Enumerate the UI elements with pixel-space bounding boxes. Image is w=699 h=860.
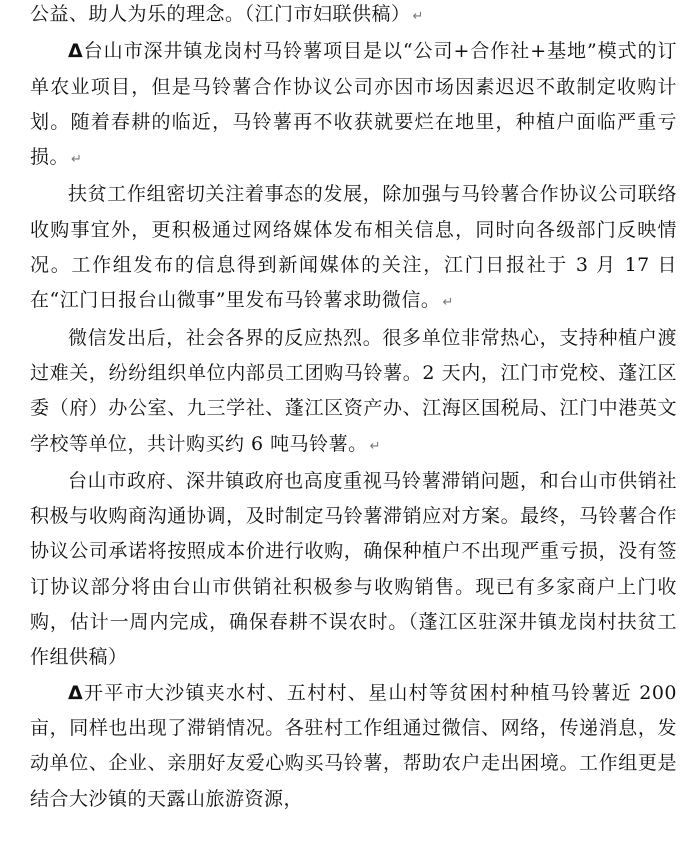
paragraph-government-action: [30, 464, 677, 676]
paragraph-text: 微信发出后，社会各界的反应热烈。很多单位非常热心，支持种植户渡过难关，纷纷组织单位内部员工团购马铃薯。2 天内，江门市党校、蓬江区委（府）办公室、九三学社、蓬江区资产办、江海区国税局、江门中港英文学校等单位，共计购买约 6 吨马铃薯。: [30, 326, 677, 455]
paragraph-text: 台山市深井镇龙岗村马铃薯项目是以“公司+合作社+基地”模式的订单农业项目，但是马铃薯合作协议公司亦因市场因素迟迟不敢制定收购计划。随着春耕的临近，马铃薯再不收获就要烂在地里，种植户面临严重亏损。: [30, 40, 677, 169]
delta-marker: Δ: [68, 40, 84, 63]
delta-marker: Δ: [68, 681, 84, 704]
paragraph-wechat-response: [30, 321, 677, 464]
paragraph-text: 开平市大沙镇夹水村、五村村、星山村等贫困村种植马铃薯近 200 亩，同样也出现了滞销情况。各驻村工作组通过微信、网络，传递消息，发动单位、企业、亲朋好友爱心购买马铃薯，帮助农户走出困境。工作组更是结合大沙镇的天露山旅游资源，: [30, 681, 677, 810]
paragraph-text: 台山市政府、深井镇政府也高度重视马铃薯滞销问题，和台山市供销社积极与收购商沟通协调，及时制定马铃薯滞销应对方案。最终，马铃薯合作协议公司承诺将按照成本价进行收购，确保种植户不出现严重亏损，没有签订协议部分将由台山市供销社积极参与收购销售。现已有多家商户上门收购，估计一周内完成，确保春耕不误农时。（蓬江区驻深井镇龙岗村扶贫工作组供稿）: [30, 469, 677, 669]
paragraph-work-group: [30, 177, 677, 320]
paragraph-return-mark: ↵: [369, 438, 382, 454]
paragraph-text: 扶贫工作组密切关注着事态的发展，除加强与马铃薯合作协议公司联络收购事宜外，更积极通过网络媒体发布相关信息，同时向各级部门反映情况。工作组发布的信息得到新闻媒体的关注，江门日报社于 3 月 17 日在“江门日报台山微事”里发布马铃薯求助微信。: [30, 183, 677, 312]
paragraph-return-mark: ↵: [442, 295, 454, 311]
paragraph-return-mark: ↵: [71, 152, 83, 168]
paragraph-return-mark: ↵: [412, 9, 424, 24]
paragraph-fulian-end: [30, 0, 677, 34]
paragraph-text: 公益、助人为乐的理念。（江门市妇联供稿）: [30, 3, 411, 25]
paragraph-taishan-potato: [30, 34, 677, 177]
paragraph-kaiping: [30, 676, 677, 817]
